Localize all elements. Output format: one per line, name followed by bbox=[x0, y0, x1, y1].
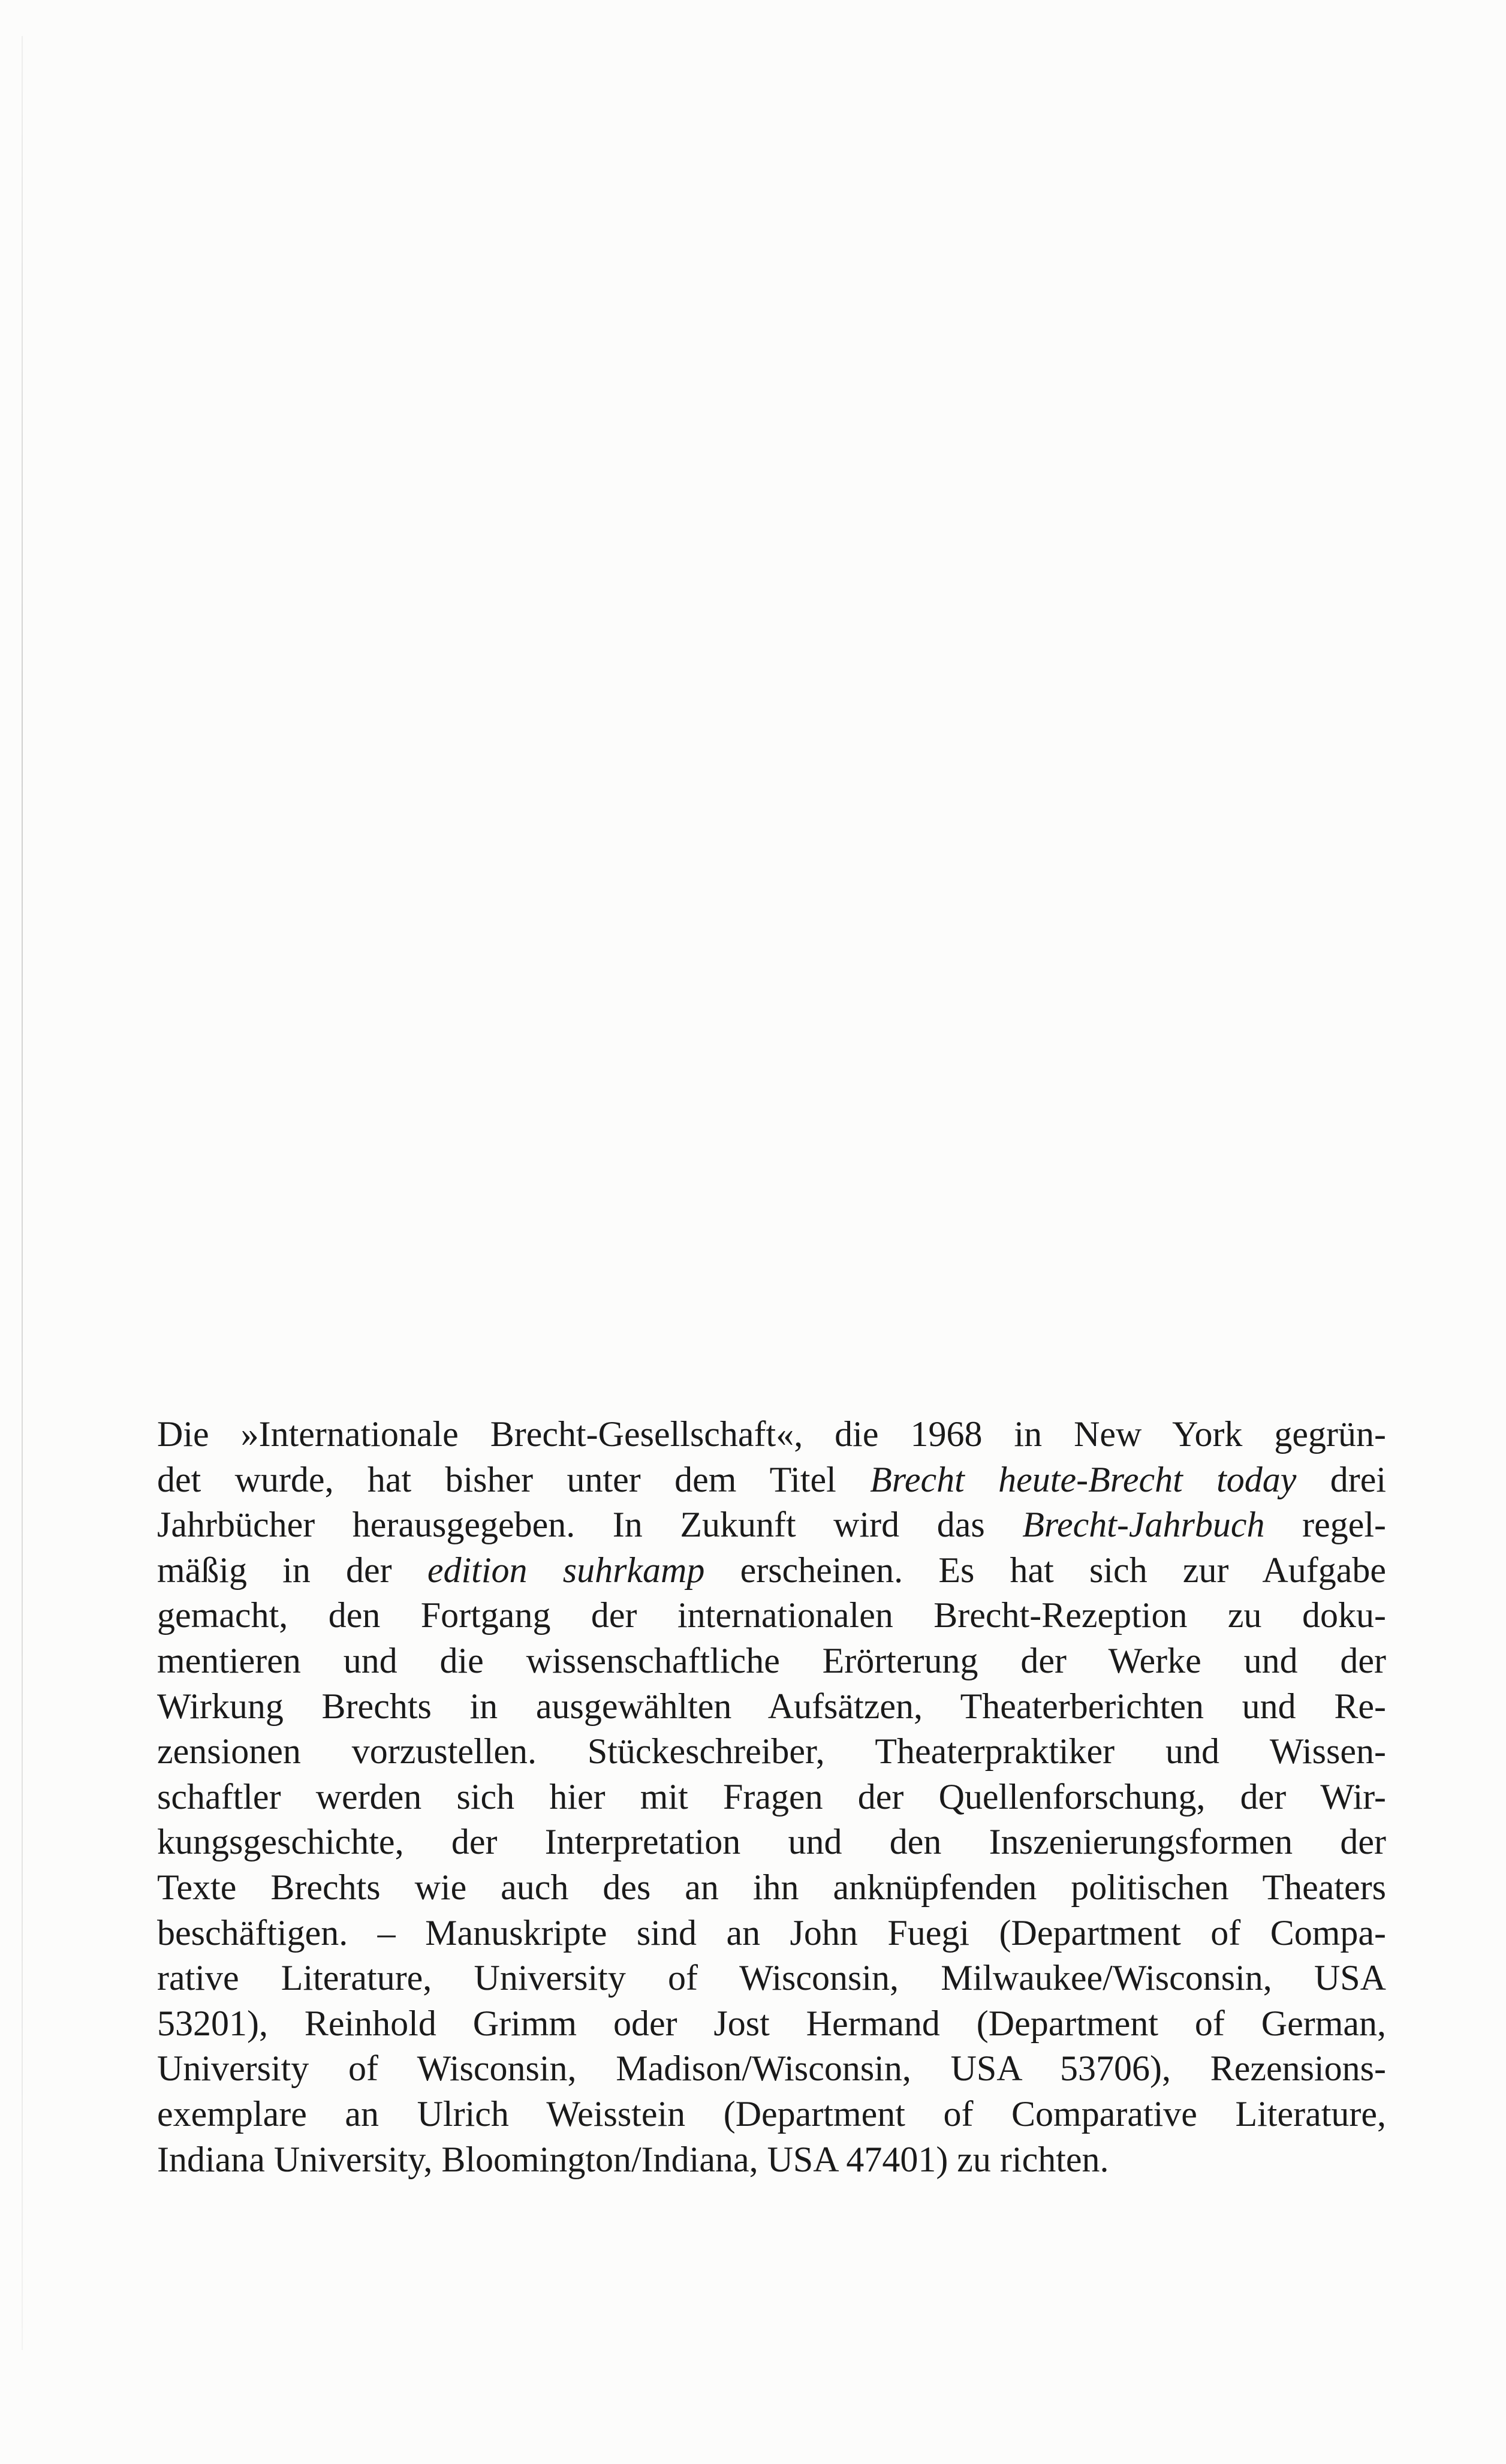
text-line: det wurde, hat bisher unter dem Titel Brecht heute-Brecht today drei bbox=[157, 1459, 1387, 1499]
text-line: zensionen vorzustellen. Stückeschreiber, Theaterpraktiker und Wissen- bbox=[157, 1731, 1386, 1772]
text-line: rative Literature, University of Wisconsin, Milwaukee/Wisconsin, USA bbox=[157, 1958, 1386, 1998]
text-line: kungsgeschichte, der Interpretation und den Inszenierungsformen der bbox=[157, 1822, 1386, 1862]
text-line: Jahrbücher herausgegeben. In Zukunft wird das Brecht-Jahrbuch regel- bbox=[157, 1505, 1386, 1545]
text-line: Wirkung Brechts in ausgewählten Aufsätzen, Theaterberichten und Re- bbox=[157, 1686, 1386, 1726]
text-line: University of Wisconsin, Madison/Wisconsin, USA 53706), Rezensions- bbox=[157, 2049, 1386, 2089]
text-line: schaftler werden sich hier mit Fragen der Quellenforschung, der Wir- bbox=[157, 1776, 1386, 1817]
title-brecht-jahrbuch: Brecht-Jahrbuch bbox=[1022, 1505, 1265, 1545]
page-binding-edge bbox=[22, 36, 23, 2350]
text-line: mäßig in der edition suhrkamp erscheinen. Es hat sich zur Aufgabe bbox=[157, 1550, 1386, 1590]
text-line: beschäftigen. – Manuskripte sind an John Fuegi (Department of Compa- bbox=[157, 1912, 1386, 1953]
title-edition-suhrkamp: edition suhrkamp bbox=[427, 1550, 705, 1590]
text-line: Indiana University, Bloomington/Indiana, USA 47401) zu richten. bbox=[157, 2139, 1109, 2179]
editorial-notice-paragraph bbox=[157, 1412, 1386, 2182]
text-line: mentieren und die wissenschaftliche Erörterung der Werke und der bbox=[157, 1640, 1386, 1680]
text-line: Texte Brechts wie auch des an ihn anknüpfenden politischen Theaters bbox=[157, 1867, 1386, 1907]
text-line: Die »Internationale Brecht-Gesellschaft«, die 1968 in New York gegrün- bbox=[157, 1414, 1386, 1454]
title-brecht-heute: Brecht heute-Brecht today bbox=[870, 1459, 1297, 1499]
text-line: 53201), Reinhold Grimm oder Jost Hermand (Department of German, bbox=[157, 2003, 1386, 2043]
text-line: exemplare an Ulrich Weisstein (Department of Comparative Literature, bbox=[157, 2094, 1386, 2134]
text-line: gemacht, den Fortgang der internationalen Brecht-Rezeption zu doku- bbox=[157, 1595, 1386, 1635]
